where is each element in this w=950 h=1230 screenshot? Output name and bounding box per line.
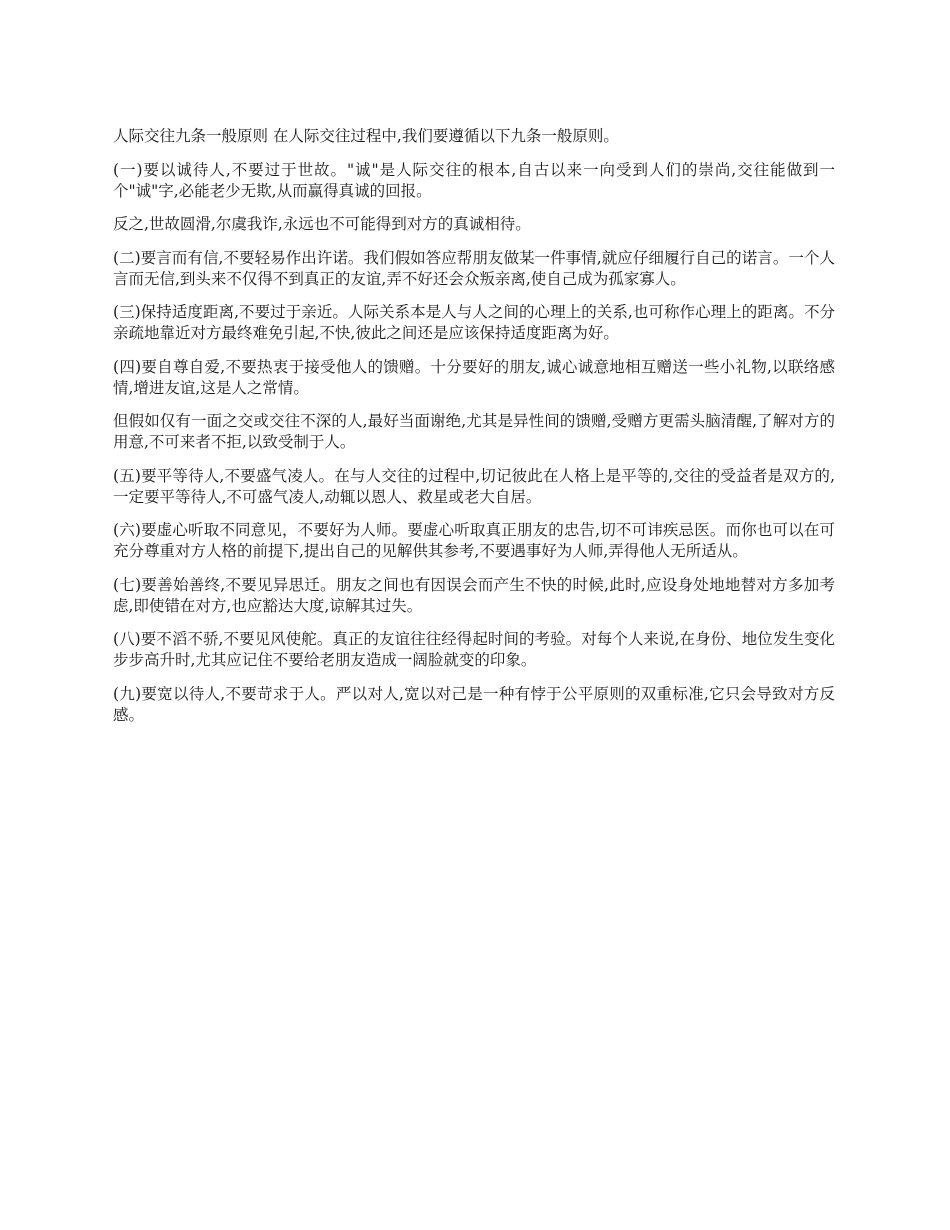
principle-6-paragraph: (六)要虚心听取不同意见，不要好为人师。要虚心听取真正朋友的忠告,切不可讳疾忌医。而你也可以在可充分尊重对方人格的前提下,提出自己的见解供其参考,不要遇事好为人师,弄得他人无所适从。 <box>113 521 835 560</box>
principle-8-paragraph: (八)要不滔不骄,不要见风使舵。真正的友谊往往经得起时间的考验。对每个人来说,在身份、地位发生变化步步高升时,尤其应记住不要给老朋友造成一阔脸就变的印象。 <box>113 630 835 669</box>
principle-3-paragraph: (三)保持适度距离,不要过于亲近。人际关系本是人与人之间的心理上的关系,也可称作心理上的距离。不分亲疏地靠近对方最终难免引起,不快,彼此之间还是应该保持适度距离为好。 <box>113 303 835 342</box>
principle-2-paragraph: (二)要言而有信,不要轻易作出许诺。我们假如答应帮朋友做某一件事情,就应仔细履行自己的诺言。一个人言而无信,到头来不仅得不到真正的友谊,弄不好还会众叛亲离,使自己成为孤家寡人。 <box>113 248 835 288</box>
principle-9-paragraph: (九)要宽以待人,不要苛求于人。严以对人,宽以对己是一种有悖于公平原则的双重标准,它只会导致对方反感。 <box>113 684 835 724</box>
principle-4-continuation: 但假如仅有一面之交或交往不深的人,最好当面谢绝,尤其是异性间的馈赠,受赠方更需头脑清醒,了解对方的用意,不可来者不拒,以致受制于人。 <box>113 412 835 451</box>
principle-7-paragraph: (七)要善始善终,不要见异思迁。朋友之间也有因误会而产生不快的时候,此时,应设身处地地替对方多加考虑,即使错在对方,也应豁达大度,谅解其过失。 <box>113 575 835 615</box>
intro-paragraph: 人际交往九条一般原则 在人际交往过程中,我们要遵循以下九条一般原则。 <box>113 127 619 145</box>
document-body <box>113 126 835 738</box>
principle-5-paragraph: (五)要平等待人,不要盛气凌人。在与人交往的过程中,切记彼此在人格上是平等的,交往的受益者是双方的,一定要平等待人,不可盛气凌人,动辄以恩人、救星或老大自居。 <box>113 466 835 506</box>
principle-4-paragraph: (四)要自尊自爱,不要热衷于接受他人的馈赠。十分要好的朋友,诚心诚意地相互赠送一些小礼物,以联络感情,增进友谊,这是人之常情。 <box>113 357 835 397</box>
principle-1-continuation: 反之,世故圆滑,尔虞我诈,永远也不可能得到对方的真诚相待。 <box>113 215 531 233</box>
principle-1-paragraph: (一)要以诚待人,不要过于世故。"诚"是人际交往的根本,自古以来一向受到人们的崇尚,交往能做到一个"诚"字,必能老少无欺,从而赢得真诚的回报。 <box>113 160 835 200</box>
